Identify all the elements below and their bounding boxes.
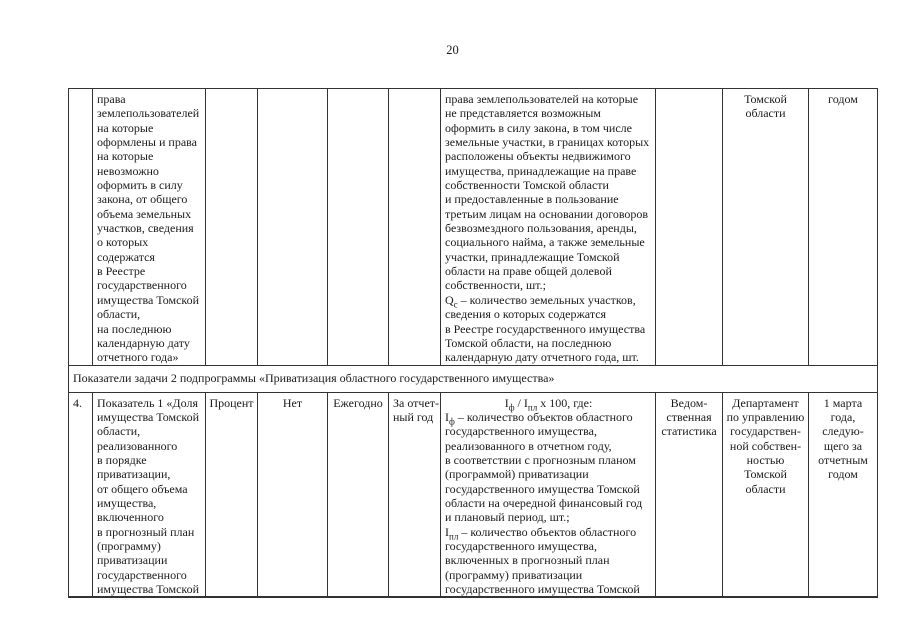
text-line: включенного <box>97 510 164 525</box>
cell-period: Ежегодно <box>328 392 389 597</box>
cell-indicator-name <box>93 392 206 597</box>
text-line: календарную дату <box>97 335 190 350</box>
text-line: имущества, принадлежащие на праве <box>445 163 637 178</box>
text-line: имущества Томской <box>97 409 200 424</box>
text-line: 1 марта <box>823 395 863 410</box>
text-line: имущества, <box>97 495 157 510</box>
text-line: на последнюю <box>97 321 172 336</box>
text-line: государствен- <box>730 424 801 439</box>
cell-row-num-empty <box>69 89 93 366</box>
cell-responsible <box>723 89 809 366</box>
text-line: государственного <box>97 567 187 582</box>
cell-row-num: 4. <box>69 392 93 597</box>
text-line: приватизации <box>97 553 168 568</box>
text-line: годом <box>828 467 858 482</box>
text-line: $I_ф$ – количество объектов областного <box>445 409 633 427</box>
text-line: социального найма, а также земельные <box>445 235 645 250</box>
text-line: области, <box>97 424 141 439</box>
text-line: Департамент <box>732 395 799 410</box>
cell-source <box>656 392 723 597</box>
text-line: на которые <box>97 120 154 135</box>
text-line: собственности Томской области <box>445 178 609 193</box>
cell-responsible <box>723 392 809 597</box>
text-line: оформить в силу закона, в том числе <box>445 120 632 135</box>
text-line: $I_{пл}$ – количество объектов областного <box>445 524 637 542</box>
text-line: в прогнозный план <box>97 524 195 539</box>
table-row-continuation <box>69 89 878 366</box>
text-line: ной собствен- <box>729 438 802 453</box>
cell-method <box>441 89 656 366</box>
text-line: государственного имущества, <box>445 538 598 553</box>
text-line: безвозмездного пользования, аренды, <box>445 221 637 236</box>
text-line: имущества Томской <box>97 292 200 307</box>
text-line: расположены объекты недвижимого <box>445 149 631 164</box>
text-line: щего за <box>823 438 863 453</box>
text-line: третьим лицам на основании договоров <box>445 206 649 221</box>
text-line: (программу) приватизации <box>445 567 583 582</box>
text-line: землепользователей <box>97 106 200 121</box>
cell-timing <box>389 392 441 597</box>
text-line: Показатель 1 «Доля <box>97 395 198 410</box>
text-line: содержатся <box>97 249 155 264</box>
text-line: на которые <box>97 149 154 164</box>
text-line: и предоставленные в пользование <box>445 192 619 207</box>
cell-unit: Процент <box>206 392 258 597</box>
text-line: $Q_с$ – количество земельных участков, <box>445 292 636 310</box>
section-header: Показатели задачи 2 подпрограммы «Приватизация областного государственного имущества» <box>69 365 878 392</box>
text-line: в Реестре <box>97 264 146 279</box>
text-line: области, <box>97 307 141 322</box>
page-number: 20 <box>446 43 459 57</box>
text-line: от общего объема <box>97 481 188 496</box>
text-line: следую- <box>822 424 864 439</box>
text-line: оформить в силу <box>97 178 183 193</box>
text-line: и плановый период, шт.; <box>445 510 570 525</box>
text-line: государственного имущества, <box>445 424 598 439</box>
text-line: имущества Томской <box>97 582 200 596</box>
text-line: земельные участки, в границах которых <box>445 135 650 150</box>
text-line: участков, сведения <box>97 221 194 236</box>
text-line: государственного имущества Томской <box>445 481 640 496</box>
text-line: области <box>745 481 786 496</box>
text-line: в порядке <box>97 452 147 467</box>
text-line: сведения о которых содержатся <box>445 307 607 322</box>
text-line: приватизации, <box>97 467 171 482</box>
text-line: не представляется возможным <box>445 106 601 121</box>
cell-source-empty <box>656 89 723 366</box>
text-line: невозможно <box>97 163 159 178</box>
text-line: по управлению <box>726 409 805 424</box>
text-line: отчетного года» <box>97 350 179 365</box>
text-line: Томской <box>744 467 787 482</box>
text-line: области на праве общей долевой <box>445 264 612 279</box>
text-line: государственного имущества Томской <box>445 582 640 596</box>
text-line: реализованного в отчетном году, <box>445 438 612 453</box>
cell-deadline <box>809 392 878 597</box>
text-line: ный год <box>393 409 434 424</box>
text-line: участки, принадлежащие Томской <box>445 249 620 264</box>
table-row-4 <box>69 392 878 597</box>
text-line: отчетным <box>818 452 868 467</box>
text-line: календарную дату отчетного года, шт. <box>445 350 639 365</box>
cell-timing-empty <box>389 89 441 366</box>
cell-period-empty <box>328 89 389 366</box>
text-line: статистика <box>661 424 717 439</box>
text-line: собственности, шт.; <box>445 278 546 293</box>
text-line: года, <box>830 409 856 424</box>
cell-unit-empty <box>206 89 258 366</box>
cell-indicator-name <box>93 89 206 366</box>
cell-base-empty <box>258 89 328 366</box>
text-line: (программу) <box>97 538 161 553</box>
text-line: области <box>745 106 786 121</box>
cell-base: Нет <box>258 392 328 597</box>
text-line: За отчет- <box>393 395 440 410</box>
section-header-row <box>69 365 878 392</box>
indicators-table <box>68 88 878 598</box>
text-line: ственная <box>666 409 712 424</box>
formula-line: $I_ф / I_{пл}$ x 100, где: <box>504 395 593 412</box>
text-line: о которых <box>97 235 149 250</box>
text-line: права <box>97 92 126 106</box>
cell-deadline <box>809 89 878 366</box>
text-line: включенных в прогнозный план <box>445 553 610 568</box>
text-line: (программой) приватизации <box>445 467 589 482</box>
method-text <box>445 410 652 596</box>
text-line: реализованного <box>97 438 178 453</box>
text-line: объема земельных <box>97 206 192 221</box>
text-line: ностью <box>746 452 785 467</box>
text-line: годом <box>828 92 858 106</box>
text-line: государственного <box>97 278 187 293</box>
text-line: в соответствии с прогнозным планом <box>445 452 636 467</box>
text-line: в Реестре государственного имущества <box>445 321 646 336</box>
text-line: права землепользователей на которые <box>445 92 639 106</box>
cell-method <box>441 392 656 597</box>
text-line: оформлены и права <box>97 135 197 150</box>
text-line: Ведом- <box>670 395 708 410</box>
text-line: Томской области, на последнюю <box>445 335 612 350</box>
text-line: закона, от общего <box>97 192 188 207</box>
text-line: области на очередной финансовый год <box>445 495 643 510</box>
text-line: Томской <box>744 92 787 106</box>
